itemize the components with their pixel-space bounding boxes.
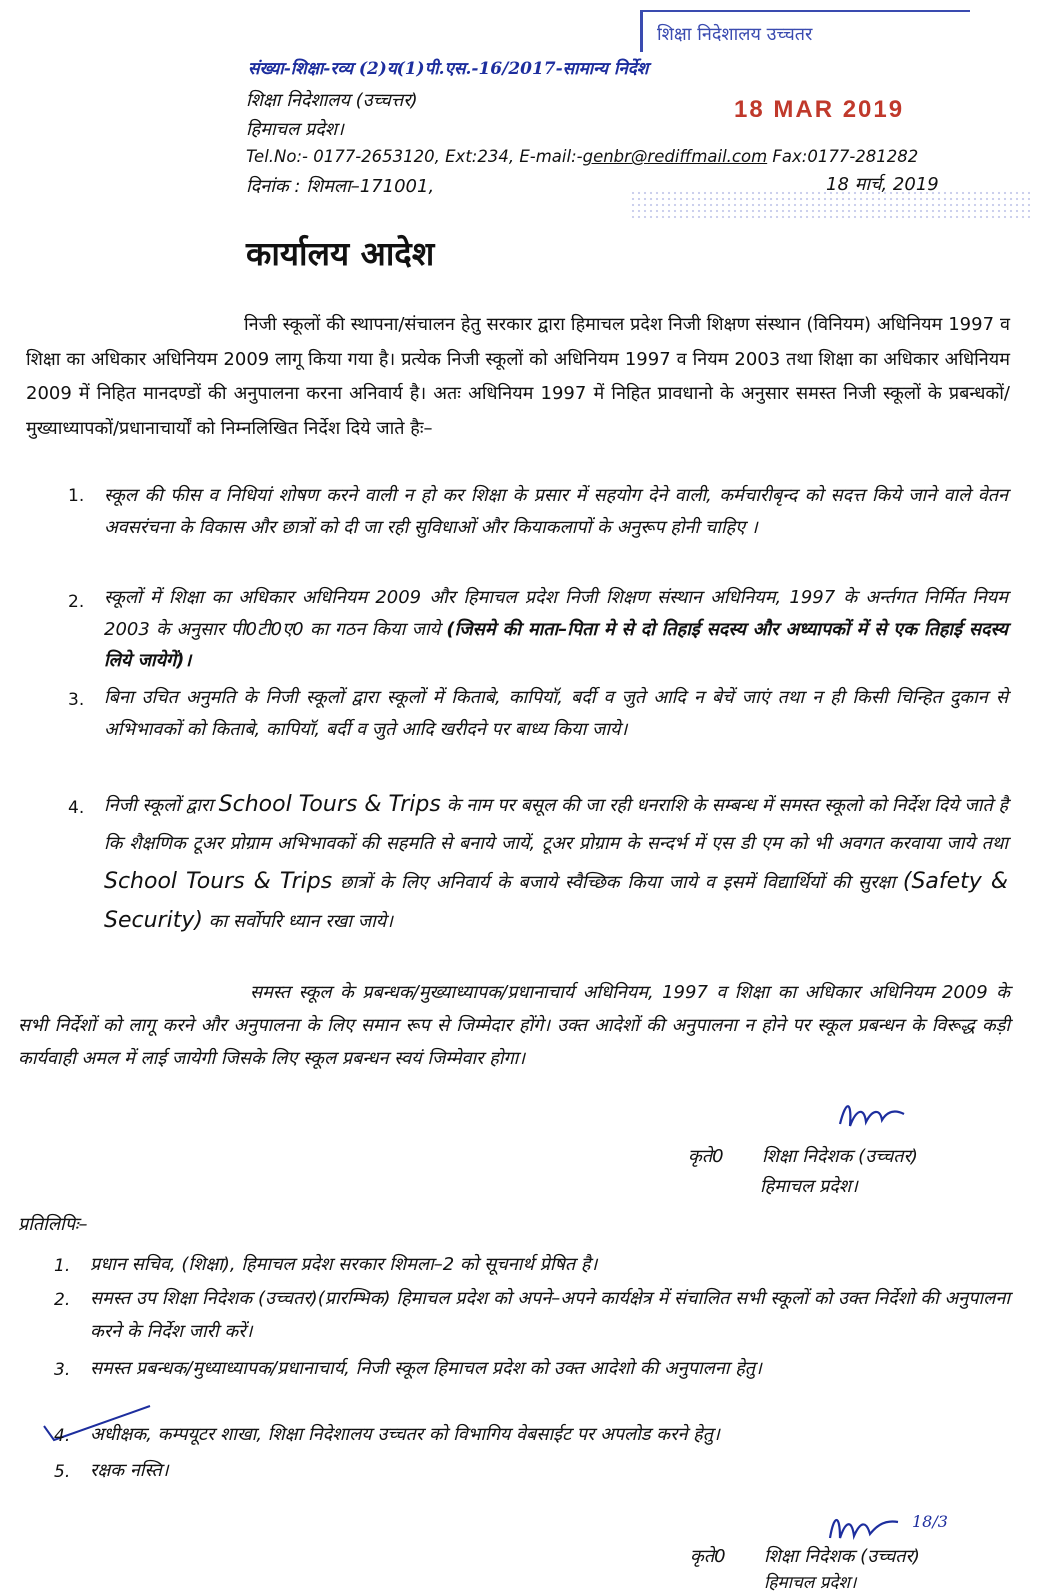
signature-on-behalf: कृते0: [688, 1146, 724, 1167]
received-date-stamp: 18 MAR 2019: [734, 96, 905, 123]
english-phrase: School Tours & Trips: [218, 792, 441, 817]
directive-number: 4.: [68, 798, 85, 818]
telephone: Tel.No:- 0177-2653120, Ext:234, E-mail:-: [246, 147, 583, 166]
closing-paragraph: समस्त स्कूल के प्रबन्धक/मुख्याध्यापक/प्रधानाचार्य अधिनियम, 1997 व शिक्षा का अधिकार अधिनियम 2009 के सभी निर्देशों को लागू करने और अनुपालना के लिए समान रूप से जिम्मेदार होंगे। उक्त आदेशों की अनुपालना न होने पर स्कूल प्रबन्धन के विरूद्ध कड़ी कार्यवाही अमल में लाई जायेगी जिसके लिए स्कूल प्रबन्धन स्वयं जिम्मेवार होगा।: [18, 982, 1010, 1069]
directive-item: [104, 582, 1008, 677]
reference-number: संख्या-शिक्षा-रव्य (2)य(1)पी.एस.-16/2017-सामान्य निर्देश: [248, 59, 649, 79]
directive-item: स्कूल की फीस व निधियां शोषण करने वाली न हो कर शिक्षा के प्रसार में सहयोग देने वाली, कर्मचारीबृन्द को सदत्त किये जाने वाले वेतन अवसरंचना के विकास और छात्रों को दी जा रही सुविधाओं और कियाकलापों के अनुरूप होनी चाहिए ।: [104, 485, 1008, 538]
email-link[interactable]: genbr@rediffmail.com: [582, 147, 768, 166]
page-title: कार्यालय आदेश: [246, 234, 435, 273]
copy-item: प्रधान सचिव, (शिक्षा), हिमाचल प्रदेश सरकार शिमला–2 को सूचनार्थ प्रेषित है।: [90, 1254, 598, 1275]
signatory-designation: शिक्षा निदेशक (उच्चतर): [764, 1546, 920, 1567]
signature-date: 18/3: [912, 1512, 948, 1531]
signature-on-behalf: कृते0: [690, 1546, 726, 1567]
office-name: शिक्षा निदेशालय (उच्चत्तर): [246, 90, 418, 111]
directive-number: 2.: [68, 592, 85, 612]
directive-text: छात्रों के लिए अनिवार्य के बजाये स्वैच्छिक किया जाये व इसमें विद्यार्थियों की सुरक्षा: [332, 872, 903, 893]
directive-bold-text: (जिसमे की माता–पिता मे से दो तिहाई सदस्य और अध्यापकों में से एक तिहाई सदस्य लिये जायेगें)।: [104, 618, 1008, 671]
copy-item: अधीक्षक, कम्पयूटर शाखा, शिक्षा निदेशालय उच्चतर को विभागिय वेबसाईट पर अपलोड करने हेतु।: [90, 1424, 720, 1445]
directive-text: निजी स्कूलों द्वारा: [104, 795, 219, 816]
intro-paragraph: निजी स्कूलों की स्थापना/संचालन हेतु सरकार द्वारा हिमाचल प्रदेश निजी शिक्षण संस्थान (विनियम) अधिनियम 1997 व शिक्षा का अधिकार अधिनियम 2009 लागू किया गया है। प्रत्येक निजी स्कूलों को अधिनियम 1997 व नियम 2003 तथा शिक्षा का अधिकार अधिनियम 2009 में निहित मानदण्डों की अनुपालना करना अनिवार्य है। अतः अधिनियम 1997 में निहित प्रावधानो के अनुसार समस्त निजी स्कूलों के प्रबन्धकों/मुख्याध्यापकों/प्रधानाचार्यों को निम्नलिखित निर्देश दिये जाते हैः–: [26, 314, 1010, 439]
directive-number: 3.: [68, 690, 85, 710]
directive-number: 1.: [68, 486, 85, 506]
signature-scribble: [836, 1096, 908, 1142]
copy-number: 5.: [54, 1462, 71, 1482]
letter-date: 18 मार्च, 2019: [826, 174, 939, 195]
copy-to-heading: प्रतिलिपिः–: [18, 1214, 88, 1235]
signatory-state: हिमाचल प्रदेश।: [760, 1176, 858, 1197]
office-state: हिमाचल प्रदेश।: [246, 119, 344, 140]
copy-item: समस्त प्रबन्धक/मुध्याध्यापक/प्रधानाचार्य, निजी स्कूल हिमाचल प्रदेश को उक्त आदेशो की अनुपालना हेतु।: [90, 1358, 762, 1379]
place-line: दिनांक : शिमला–171001,: [246, 176, 435, 197]
directive-text: का सर्वोपरि ध्यान रखा जाये।: [202, 911, 394, 932]
directive-item: [104, 786, 1008, 941]
signatory-designation: शिक्षा निदेशक (उच्चतर): [762, 1146, 918, 1167]
copy-number: 4.: [54, 1426, 71, 1446]
signatory-state: हिमाचल प्रदेश।: [764, 1573, 857, 1593]
copy-number: 3.: [54, 1360, 71, 1380]
copy-number: 2.: [54, 1290, 71, 1310]
copy-item: रक्षक नस्ति।: [90, 1460, 169, 1481]
contact-line: [246, 147, 918, 166]
received-stamp: शिक्षा निदेशालय उच्चतर: [640, 10, 970, 52]
copy-number: 1.: [54, 1256, 71, 1276]
fax: Fax:0177-281282: [767, 147, 919, 166]
copy-item: समस्त उप शिक्षा निदेशक (उच्चतर)(प्रारम्भिक) हिमाचल प्रदेश को अपने–अपने कार्यक्षेत्र में संचालित सभी स्कूलों को उक्त निर्देशो की अनुपालना करने के निर्देश जारी करें।: [90, 1288, 1011, 1342]
english-phrase: (Safety & Security): [104, 869, 1008, 933]
english-phrase: School Tours & Trips: [104, 869, 333, 894]
directive-item: बिना उचित अनुमति के निजी स्कूलों द्वारा स्कूलों में किताबे, कापियॉ, बर्दी व जुते आदि न बेचें जाएं तथा न ही किसी चिन्हित दुकान से अभिभावकों को किताबे, कापियॉ, बर्दी व जुते आदि खरीदने पर बाध्य किया जाये।: [104, 687, 1008, 740]
directive-text: स्कूलों में शिक्षा का अधिकार अधिनियम 2009 और हिमाचल प्रदेश निजी शिक्षण संस्थान अधिनियम, 1997 के अर्न्तगत निर्मित नियम 2003 के अनुसार पी0टी0ए0 का गठन किया जाये: [104, 587, 1008, 640]
directive-text: के नाम पर बसूल की जा रही धनराशि के सम्बन्ध में समस्त स्कूलो को निर्देश दिये जाते है कि शैक्षणिक टूअर प्रोग्राम अभिभावकों की सहमति से बनाये जायें, टूअर प्रोग्राम के सन्दर्भ में एस डी एम को भी अवगत करवाया जाये तथा: [104, 795, 1009, 854]
